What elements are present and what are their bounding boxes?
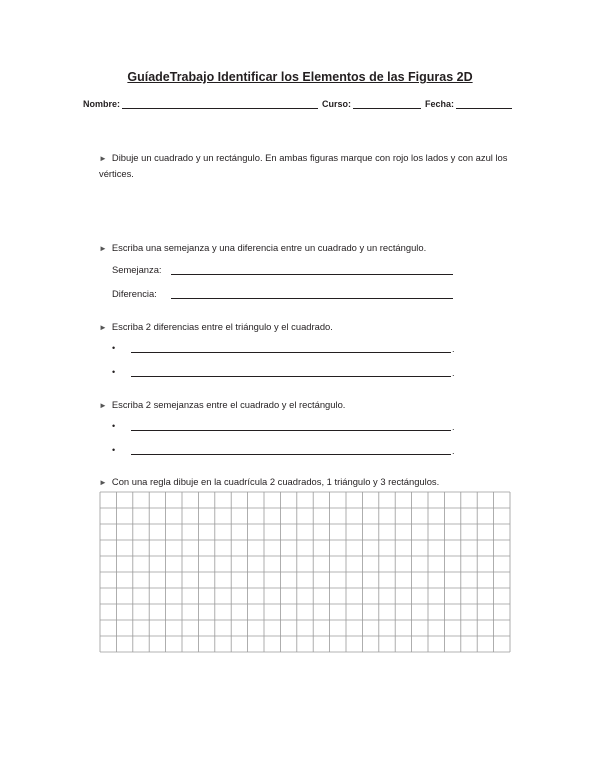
- q3-answer-line-1[interactable]: [131, 352, 451, 353]
- bullet-icon: •: [112, 445, 116, 455]
- question-1: [99, 150, 519, 181]
- page-title: GuíadeTrabajo Identificar los Elementos de las Figuras 2D: [127, 70, 473, 84]
- period-mark: .: [452, 446, 455, 456]
- fecha-label: Fecha:: [425, 99, 455, 109]
- diferencia-label: Diferencia:: [112, 288, 157, 299]
- q3-answer-line-2[interactable]: [131, 376, 451, 377]
- question-3-text: Escriba 2 diferencias entre el triángulo y el cuadrado.: [111, 321, 333, 332]
- bullet-icon: •: [112, 343, 116, 353]
- curso-field[interactable]: [353, 99, 421, 109]
- question-2: [99, 240, 519, 256]
- semejanza-answer-line[interactable]: [171, 274, 453, 275]
- curso-label: Curso:: [322, 99, 352, 109]
- arrow-icon: ►: [99, 244, 107, 253]
- question-2-text: Escriba una semejanza y una diferencia entre un cuadrado y un rectángulo.: [111, 242, 427, 253]
- arrow-icon: ►: [99, 478, 107, 487]
- arrow-icon: ►: [99, 401, 107, 410]
- drawing-grid[interactable]: [99, 491, 511, 653]
- nombre-label: Nombre:: [83, 99, 121, 109]
- question-1-text: Dibuje un cuadrado y un rectángulo. En ambas figuras marque con rojo los lados y con azul los vértices.: [99, 152, 508, 179]
- bullet-icon: •: [112, 367, 116, 377]
- q4-answer-line-1[interactable]: [131, 430, 451, 431]
- bullet-icon: •: [112, 421, 116, 431]
- question-4: [99, 397, 519, 413]
- arrow-icon: ►: [99, 323, 107, 332]
- student-info-row: [83, 99, 516, 109]
- q4-answer-line-2[interactable]: [131, 454, 451, 455]
- period-mark: .: [452, 344, 455, 354]
- arrow-icon: ►: [99, 154, 107, 163]
- semejanza-label: Semejanza:: [112, 264, 162, 275]
- fecha-field[interactable]: [456, 99, 512, 109]
- question-4-text: Escriba 2 semejanzas entre el cuadrado y el rectángulo.: [111, 399, 346, 410]
- question-5-text: Con una regla dibuje en la cuadrícula 2 cuadrados, 1 triángulo y 3 rectángulos.: [111, 476, 440, 487]
- diferencia-answer-line[interactable]: [171, 298, 453, 299]
- nombre-field[interactable]: [122, 99, 318, 109]
- period-mark: .: [452, 368, 455, 378]
- question-3: [99, 319, 519, 335]
- question-5: [99, 474, 519, 490]
- period-mark: .: [452, 422, 455, 432]
